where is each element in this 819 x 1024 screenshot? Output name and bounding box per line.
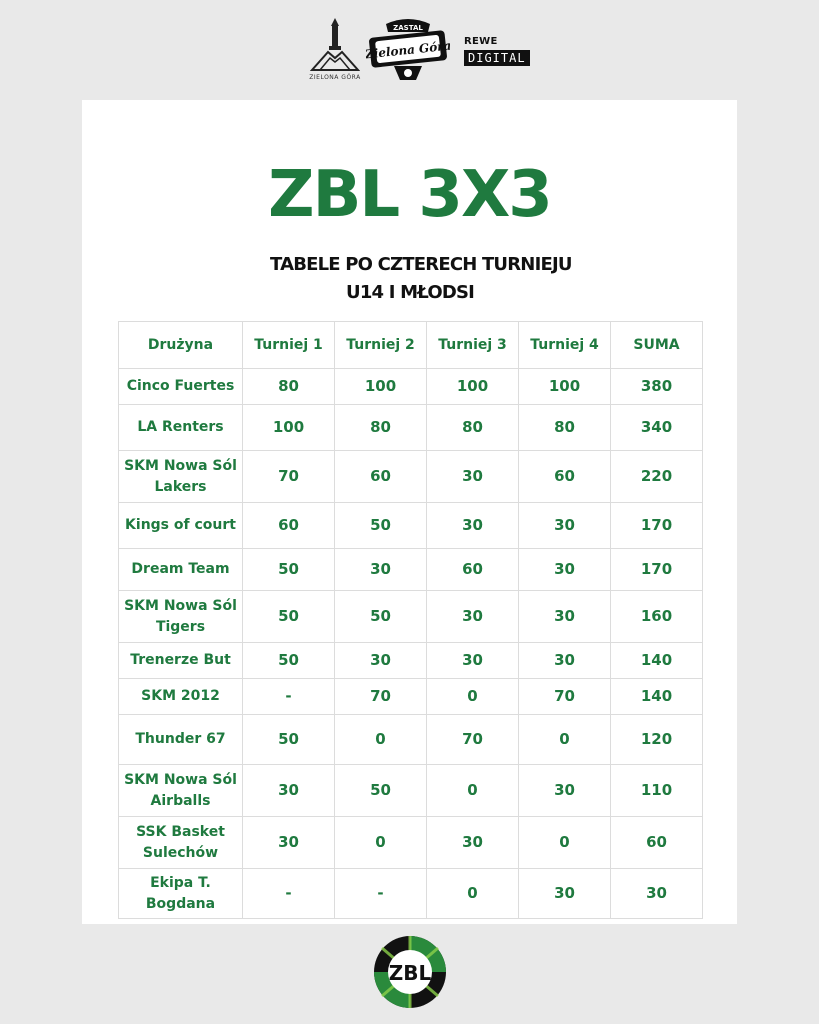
cell-team: Ekipa T. Bogdana bbox=[119, 869, 243, 919]
cell-tournament-4: 60 bbox=[519, 451, 611, 503]
table-row bbox=[119, 869, 703, 919]
cell-sum: 140 bbox=[611, 679, 703, 715]
cell-team: Dream Team bbox=[119, 549, 243, 591]
cell-tournament-1: 50 bbox=[243, 643, 335, 679]
header-tournament-1: Turniej 1 bbox=[243, 322, 335, 369]
cell-tournament-2: 30 bbox=[335, 549, 427, 591]
standings-table bbox=[118, 321, 703, 919]
table-row bbox=[119, 715, 703, 765]
page-title: ZBL 3X3 bbox=[268, 158, 551, 232]
cell-tournament-2: 50 bbox=[335, 591, 427, 643]
city-logo-caption: ZIELONA GÓRA bbox=[309, 74, 361, 81]
cell-tournament-3: 30 bbox=[427, 451, 519, 503]
cell-tournament-2: 30 bbox=[335, 643, 427, 679]
cell-tournament-2: 0 bbox=[335, 817, 427, 869]
cell-team: Trenerze But bbox=[119, 643, 243, 679]
cell-team: SKM Nowa Sól Tigers bbox=[119, 591, 243, 643]
rewe-label: REWE bbox=[464, 36, 498, 47]
table-row bbox=[119, 765, 703, 817]
zastal-zielona-gora-logo bbox=[366, 18, 450, 84]
cell-sum: 140 bbox=[611, 643, 703, 679]
cell-tournament-4: 30 bbox=[519, 765, 611, 817]
table-row bbox=[119, 451, 703, 503]
table-row bbox=[119, 679, 703, 715]
cell-tournament-1: 100 bbox=[243, 405, 335, 451]
svg-text:ZASTAL: ZASTAL bbox=[393, 24, 423, 32]
digital-label: DIGITAL bbox=[464, 50, 530, 66]
cell-tournament-2: 0 bbox=[335, 715, 427, 765]
subtitle-line-2: U14 I MŁODSI bbox=[346, 282, 475, 303]
table-row bbox=[119, 817, 703, 869]
svg-text:Zielona Góra: Zielona Góra bbox=[366, 38, 450, 62]
cell-tournament-1: - bbox=[243, 679, 335, 715]
zbl-badge-icon bbox=[372, 934, 448, 1014]
cell-team: LA Renters bbox=[119, 405, 243, 451]
header-tournament-4: Turniej 4 bbox=[519, 322, 611, 369]
table-row bbox=[119, 503, 703, 549]
cell-tournament-4: 30 bbox=[519, 591, 611, 643]
cell-tournament-1: 50 bbox=[243, 591, 335, 643]
cell-team: Kings of court bbox=[119, 503, 243, 549]
rewe-digital-logo bbox=[464, 36, 532, 76]
cell-tournament-3: 0 bbox=[427, 869, 519, 919]
cell-tournament-2: 60 bbox=[335, 451, 427, 503]
sponsor-logos bbox=[0, 14, 819, 86]
cell-team: Thunder 67 bbox=[119, 715, 243, 765]
cell-tournament-4: 30 bbox=[519, 503, 611, 549]
cell-tournament-4: 100 bbox=[519, 369, 611, 405]
cell-sum: 110 bbox=[611, 765, 703, 817]
cell-tournament-3: 30 bbox=[427, 503, 519, 549]
cell-tournament-4: 30 bbox=[519, 549, 611, 591]
cell-team: SKM Nowa Sól Airballs bbox=[119, 765, 243, 817]
cell-team: SSK Basket Sulechów bbox=[119, 817, 243, 869]
zbl-logo bbox=[372, 934, 448, 1014]
cell-tournament-1: - bbox=[243, 869, 335, 919]
cell-tournament-3: 0 bbox=[427, 765, 519, 817]
table-row bbox=[119, 369, 703, 405]
cell-tournament-1: 60 bbox=[243, 503, 335, 549]
cell-sum: 60 bbox=[611, 817, 703, 869]
cell-team: SKM 2012 bbox=[119, 679, 243, 715]
cell-tournament-3: 30 bbox=[427, 643, 519, 679]
cell-sum: 30 bbox=[611, 869, 703, 919]
cell-team: Cinco Fuertes bbox=[119, 369, 243, 405]
cell-tournament-3: 30 bbox=[427, 591, 519, 643]
table-row bbox=[119, 405, 703, 451]
cell-sum: 170 bbox=[611, 549, 703, 591]
cell-tournament-4: 30 bbox=[519, 869, 611, 919]
cell-sum: 380 bbox=[611, 369, 703, 405]
subtitle-line-1: TABELE PO CZTERECH TURNIEJU bbox=[270, 254, 572, 275]
cell-tournament-2: 80 bbox=[335, 405, 427, 451]
cell-tournament-1: 80 bbox=[243, 369, 335, 405]
cell-sum: 120 bbox=[611, 715, 703, 765]
zielona-gora-city-logo bbox=[310, 18, 360, 84]
table-row bbox=[119, 591, 703, 643]
cell-tournament-2: 50 bbox=[335, 503, 427, 549]
cell-tournament-1: 30 bbox=[243, 765, 335, 817]
table-row bbox=[119, 643, 703, 679]
header-team: Drużyna bbox=[119, 322, 243, 369]
cell-tournament-1: 50 bbox=[243, 715, 335, 765]
cell-tournament-3: 0 bbox=[427, 679, 519, 715]
cell-tournament-1: 50 bbox=[243, 549, 335, 591]
cell-tournament-4: 80 bbox=[519, 405, 611, 451]
header-sum: SUMA bbox=[611, 322, 703, 369]
cell-tournament-1: 70 bbox=[243, 451, 335, 503]
cell-tournament-1: 30 bbox=[243, 817, 335, 869]
cell-sum: 160 bbox=[611, 591, 703, 643]
svg-text:ZBL: ZBL bbox=[388, 961, 432, 985]
cell-tournament-3: 30 bbox=[427, 817, 519, 869]
cell-sum: 340 bbox=[611, 405, 703, 451]
cell-tournament-2: 70 bbox=[335, 679, 427, 715]
cell-tournament-4: 0 bbox=[519, 817, 611, 869]
header-tournament-3: Turniej 3 bbox=[427, 322, 519, 369]
header-tournament-2: Turniej 2 bbox=[335, 322, 427, 369]
cell-tournament-4: 0 bbox=[519, 715, 611, 765]
cell-tournament-2: 100 bbox=[335, 369, 427, 405]
table-row bbox=[119, 549, 703, 591]
cell-tournament-4: 30 bbox=[519, 643, 611, 679]
cell-tournament-2: - bbox=[335, 869, 427, 919]
cell-sum: 170 bbox=[611, 503, 703, 549]
cell-sum: 220 bbox=[611, 451, 703, 503]
table-header-row bbox=[119, 322, 703, 369]
tower-hill-icon bbox=[310, 18, 360, 74]
cell-tournament-3: 80 bbox=[427, 405, 519, 451]
cell-tournament-2: 50 bbox=[335, 765, 427, 817]
cell-tournament-3: 100 bbox=[427, 369, 519, 405]
cell-tournament-3: 60 bbox=[427, 549, 519, 591]
cell-tournament-4: 70 bbox=[519, 679, 611, 715]
cell-tournament-3: 70 bbox=[427, 715, 519, 765]
cell-team: SKM Nowa Sól Lakers bbox=[119, 451, 243, 503]
